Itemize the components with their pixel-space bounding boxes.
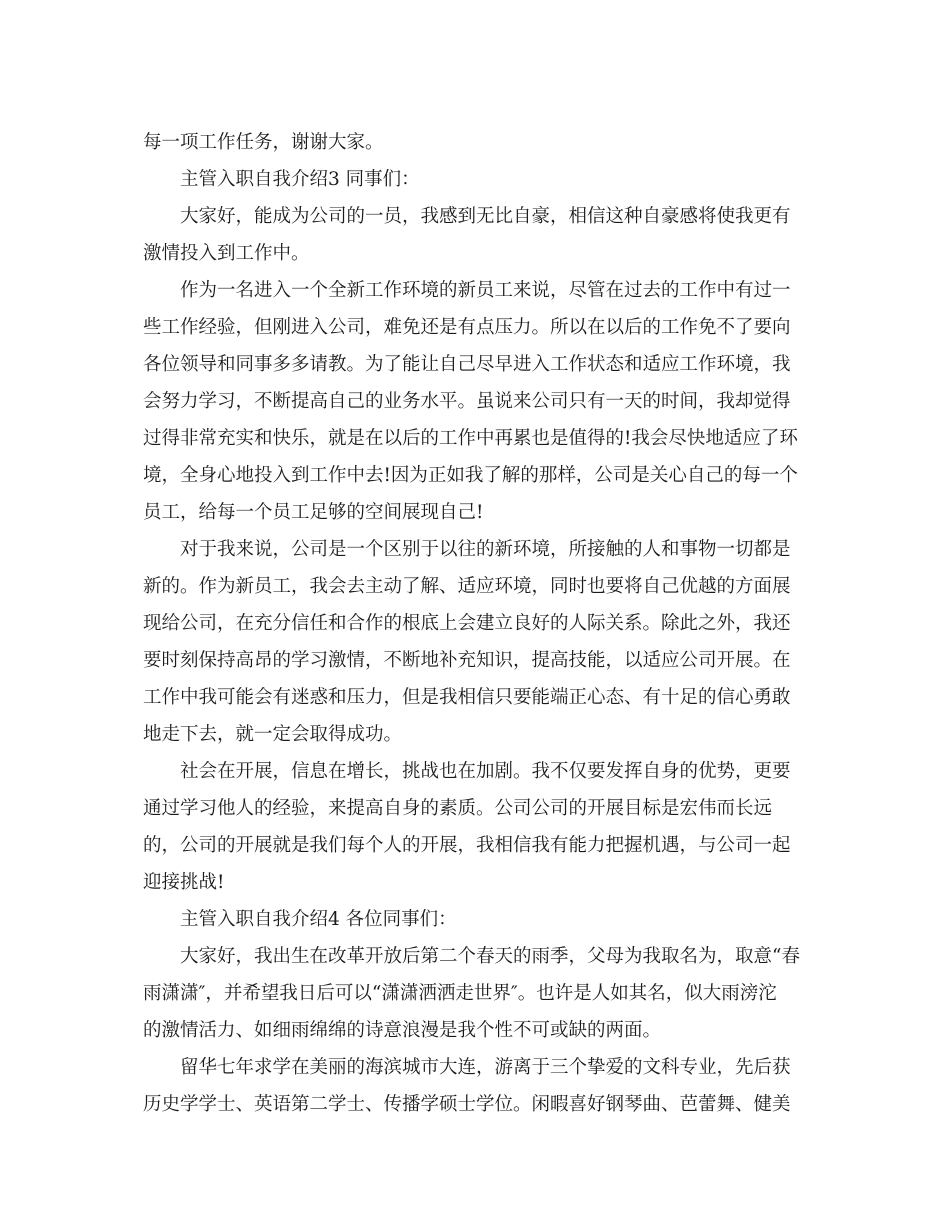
section-heading: 主管入职自我介绍3 同事们：: [180, 169, 420, 190]
text-line: 大家好，我出生在改革开放后第二个春天的雨季，父母为我取名为，取意“春: [180, 946, 800, 967]
text-line: 工作中我可能会有迷惑和压力，但是我相信只要能端正心态、有十足的信心勇敢: [143, 687, 791, 708]
text-line: 会努力学习，不断提高自己的业务水平。虽说来公司只有一天的时间，我却觉得: [143, 391, 791, 412]
text-line: 要时刻保持高昂的学习激情，不断地补充知识，提高技能，以适应公司开展。在: [143, 650, 791, 671]
text-line: 些工作经验，但刚进入公司，难免还是有点压力。所以在以后的工作免不了要向: [143, 317, 791, 338]
text-line: 雨潇潇″，并希望我日后可以“潇潇洒洒走世界″。也许是人如其名，似大雨滂沱: [143, 983, 777, 1004]
text-line: 的激情活力、如细雨绵绵的诗意浪漫是我个性不可或缺的两面。: [143, 1020, 662, 1041]
text-line: 作为一名进入一个全新工作环境的新员工来说，尽管在过去的工作中有过一: [180, 280, 791, 301]
text-line: 社会在开展，信息在增长，挑战也在加剧。我不仅要发挥自身的优势，更要: [180, 761, 791, 782]
text-line: 通过学习他人的经验，来提高自身的素质。公司公司的开展目标是宏伟而长远: [143, 798, 773, 819]
text-line: 对于我来说，公司是一个区别于以往的新环境，所接触的人和事物一切都是: [180, 539, 791, 560]
text-line: 地走下去，就一定会取得成功。: [143, 724, 403, 745]
text-line: 激情投入到工作中。: [143, 243, 310, 264]
text-line: 历史学学士、英语第二学士、传播学硕士学位。闲暇喜好钢琴曲、芭蕾舞、健美: [143, 1094, 791, 1115]
text-line: 新的。作为新员工，我会去主动了解、适应环境，同时也要将自己优越的方面展: [143, 576, 791, 597]
text-line: 大家好，能成为公司的一员，我感到无比自豪，相信这种自豪感将使我更有: [180, 206, 791, 227]
text-line: 过得非常充实和快乐，就是在以后的工作中再累也是值得的!我会尽快地适应了环: [143, 428, 798, 449]
text-line: 各位领导和同事多多请教。为了能让自己尽早进入工作状态和适应工作环境，我: [143, 354, 791, 375]
text-line: 每一项工作任务，谢谢大家。: [143, 132, 384, 153]
text-line: 的，公司的开展就是我们每个人的开展，我相信我有能力把握机遇，与公司一起: [143, 835, 791, 856]
text-line: 境，全身心地投入到工作中去!因为正如我了解的那样，公司是关心自己的每一个: [143, 465, 798, 486]
text-line: 员工，给每一个员工足够的空间展现自己!: [143, 502, 484, 523]
section-heading: 主管入职自我介绍4 各位同事们：: [180, 909, 457, 930]
text-line: 现给公司，在充分信任和合作的根底上会建立良好的人际关系。除此之外，我还: [143, 613, 791, 634]
text-line: 迎接挑战!: [143, 872, 225, 893]
text-line: 留华七年求学在美丽的海滨城市大连，游离于三个挚爱的文科专业，先后获: [180, 1057, 791, 1078]
